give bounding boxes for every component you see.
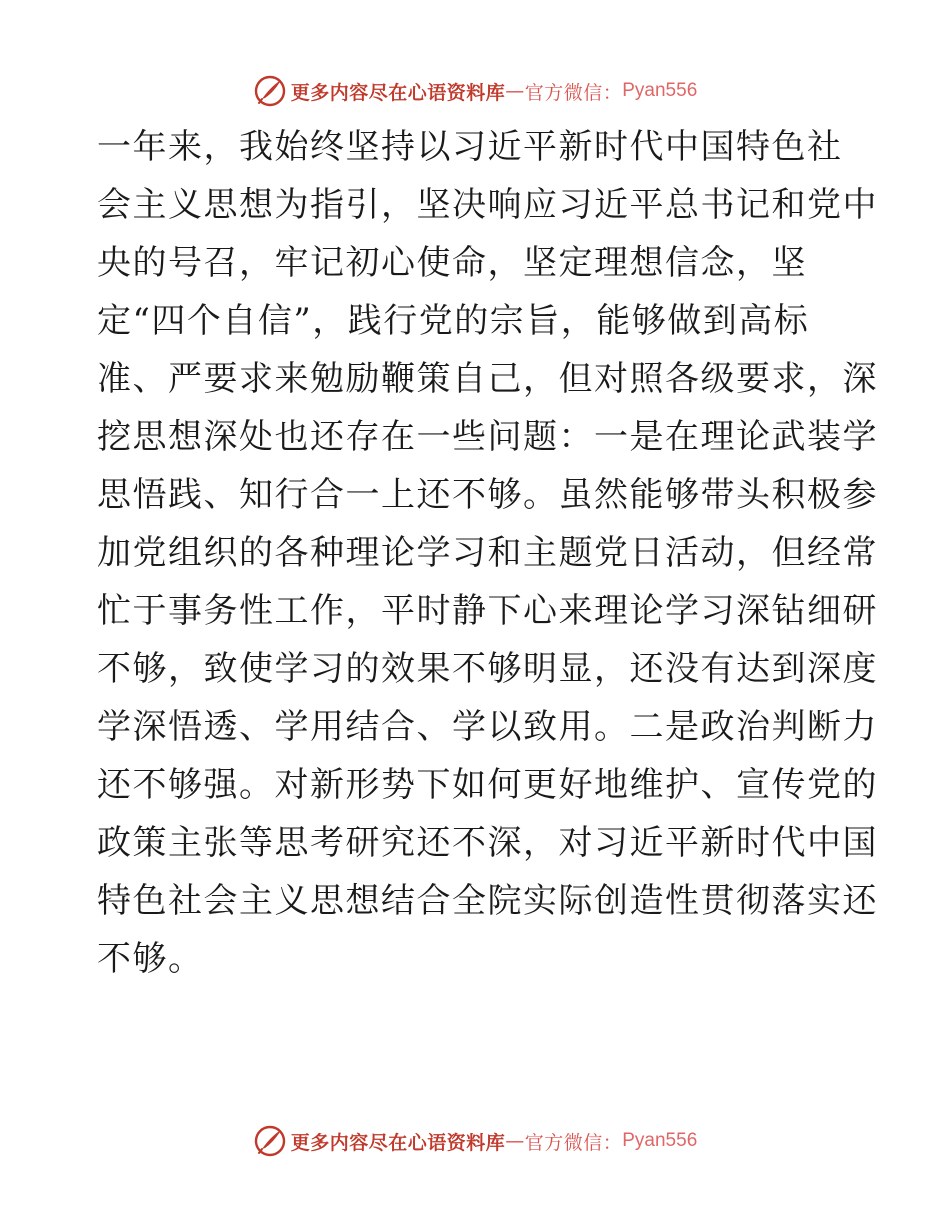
body-line: 还不够强。对新形势下如何更好地维护、宣传党的	[97, 765, 878, 805]
body-line: 不够，致使学习的效果不够明显，还没有达到深度	[97, 649, 878, 689]
header-banner	[0, 71, 950, 111]
body-line: 一年来，我始终坚持以习近平新时代中国特色社	[97, 127, 843, 167]
body-line: 定“四个自信”，践行党的宗旨，能够做到高标	[97, 301, 810, 341]
body-line: 忙于事务性工作，平时静下心来理论学习深钻细研	[97, 591, 878, 631]
wechat-label: 官方微信：	[524, 1131, 623, 1154]
body-line: 政策主张等思考研究还不深，对习近平新时代中国	[97, 823, 878, 863]
brand-text: 更多内容尽在心语资料库	[290, 81, 506, 104]
body-line: 思悟践、知行合一上还不够。虽然能够带头积极参	[97, 475, 878, 515]
quill-logo-icon	[253, 1124, 287, 1158]
body-line: 加党组织的各种理论学习和主题党日活动，但经常	[97, 533, 878, 573]
body-line: 央的号召，牢记初心使命，坚定理想信念，坚	[97, 243, 807, 283]
footer-banner	[0, 1121, 950, 1161]
body-line: 学深悟透、学用结合、学以致用。二是政治判断力	[97, 707, 878, 747]
body-line: 不够。	[97, 939, 204, 979]
wechat-id: Pyan556	[622, 1130, 698, 1151]
wechat-label: 官方微信：	[524, 81, 623, 104]
body-line: 会主义思想为指引，坚决响应习近平总书记和党中	[97, 185, 878, 225]
banner-separator: —	[505, 80, 525, 102]
body-line: 特色社会主义思想结合全院实际创造性贯彻落实还	[97, 881, 878, 921]
document-body	[97, 118, 878, 988]
brand-text: 更多内容尽在心语资料库	[290, 1131, 506, 1154]
banner-separator: —	[505, 1130, 525, 1152]
quill-logo-icon	[253, 74, 287, 108]
wechat-id: Pyan556	[622, 80, 698, 101]
body-line: 挖思想深处也还存在一些问题：一是在理论武装学	[97, 417, 878, 457]
body-line: 准、严要求来勉励鞭策自己，但对照各级要求，深	[97, 359, 878, 399]
